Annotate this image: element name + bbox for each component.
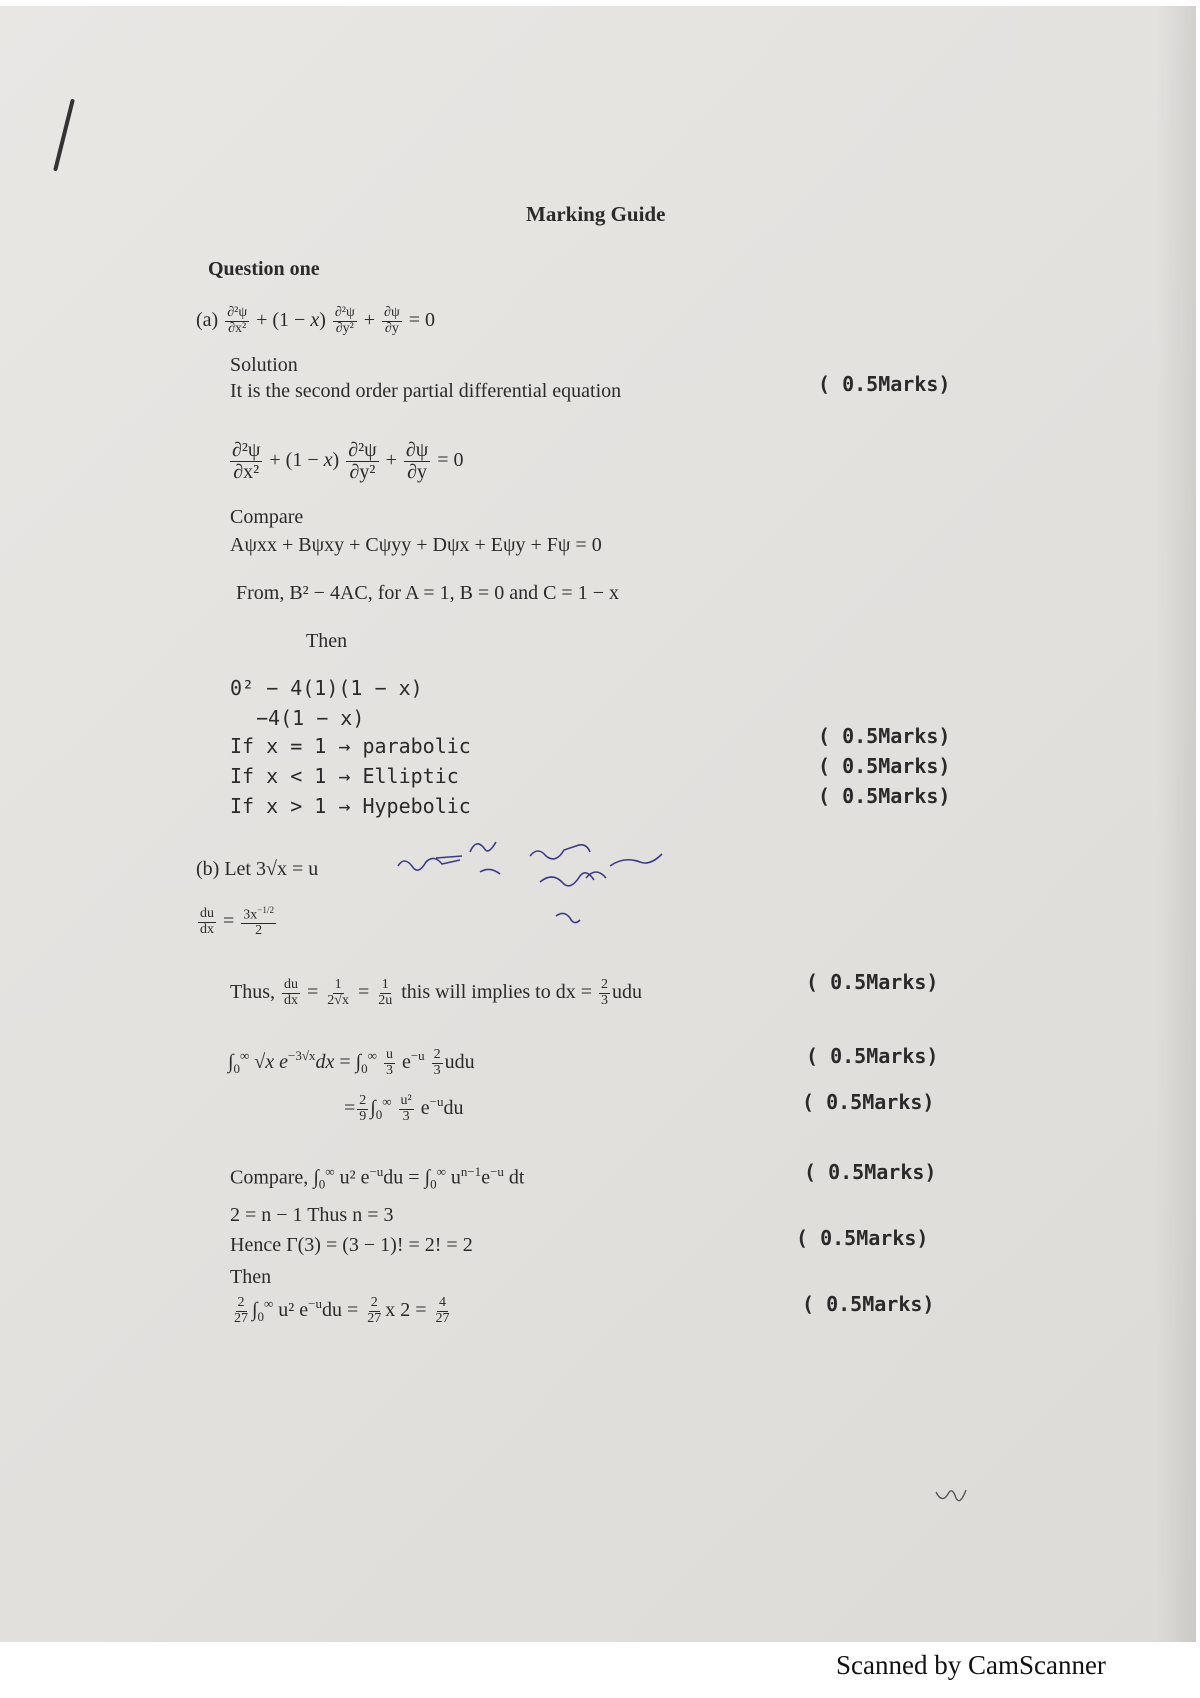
- mark-1: ( 0.5Marks): [818, 372, 951, 396]
- discriminant-step-2: −4(1 − x): [256, 706, 365, 730]
- pen-slash-mark: [53, 99, 75, 172]
- fraction-u-3: $\frac{u}{3}$: [385, 1047, 393, 1078]
- statement-text: It is the second order partial differential equation: [230, 380, 622, 402]
- handwritten-scribble: [390, 832, 700, 942]
- fraction-dpsi-dy: $\frac{\partial\psi}{\partial y}$: [384, 305, 400, 336]
- fraction-1-2u: $\frac{1}{2u}$: [378, 977, 393, 1008]
- fraction-2-9: $\frac{2}{9}$: [359, 1093, 367, 1124]
- mark-6: ( 0.5Marks): [806, 1044, 939, 1068]
- thus-prefix: Thus,: [230, 980, 275, 1003]
- mark-7: ( 0.5Marks): [802, 1090, 935, 1114]
- mark-2: ( 0.5Marks): [818, 724, 951, 748]
- fraction-2-3-b: $\frac{2}{3}$: [433, 1047, 441, 1078]
- fraction-d2psi-dy2: $\frac{\text{∂²ψ}}{\text{∂y²}}$: [334, 305, 355, 336]
- part-b-substitution: (b) Let 3√x = u: [196, 858, 319, 880]
- mark-5: ( 0.5Marks): [806, 970, 939, 994]
- gamma-compare-line: Compare, $\int_0^\infty$ u² $e^{-u}du = \int_0^\infty$ $u^{n-1}e^{-u}$ dt: [230, 1164, 525, 1192]
- final-result-line: $\frac{2}{27}$ $\int_0^\infty$ u² $e^{-u}du$ = $\frac{2}{27}$ x 2 = $\frac{4}{27}$: [234, 1295, 450, 1326]
- scanner-watermark: Scanned by CamScanner: [836, 1650, 1106, 1680]
- discriminant-step-1: 0² − 4(1)(1 − x): [230, 676, 423, 700]
- restated-equals-zero: = 0: [437, 449, 464, 472]
- case-hyperbolic: If x > 1 → Hypebolic: [230, 794, 471, 818]
- mark-9: ( 0.5Marks): [796, 1226, 929, 1250]
- scanned-page: [0, 6, 1196, 1642]
- fraction-2-27: $\frac{2}{27}$: [234, 1295, 248, 1326]
- fraction-2-27-b: $\frac{2}{27}$: [367, 1295, 382, 1326]
- du-dx-expression: $\frac{du}{dx}$ = $\frac{3x^{-1/2}}{2}$: [200, 905, 275, 939]
- mark-10: ( 0.5Marks): [802, 1292, 935, 1316]
- equation-restated: $\frac{\text{∂²ψ}}{\text{∂x²}}$ + (1 − x) $\frac{\text{∂²ψ}}{\text{∂y²}}$ + $\frac{\partial\psi}{\partial y}$ = 0: [232, 439, 464, 483]
- fraction-1-2sqrtx: $\frac{1}{2√x}$: [327, 977, 349, 1008]
- mark-3: ( 0.5Marks): [818, 754, 951, 778]
- fraction-2-3: $\frac{2}{3}$: [600, 977, 608, 1008]
- gamma-value-line: Hence Γ(3) = (3 − 1)! = 2! = 2: [230, 1234, 473, 1256]
- case-elliptic: If x < 1 → Elliptic: [230, 764, 459, 788]
- udu-text: udu: [611, 980, 642, 1003]
- mark-4: ( 0.5Marks): [818, 784, 951, 808]
- question-heading: Question one: [208, 258, 320, 280]
- then-b-label: Then: [230, 1266, 272, 1288]
- compare-label: Compare: [230, 506, 304, 528]
- thus-line: Thus, $\frac{du}{dx}$ = $\frac{1}{2√x}$ = $\frac{1}{2u}$ this will implies to dx = $\frac{2}{3}$ udu: [230, 977, 642, 1008]
- corner-pen-mark: [930, 1482, 970, 1512]
- fraction-d2psi-dx2: $\frac{\text{∂²ψ}}{\text{∂x²}}$: [227, 305, 248, 336]
- fraction-3x-power-2: $\frac{3x^{-1/2}}{2}$: [243, 905, 275, 939]
- page-shadow: [1156, 6, 1196, 1642]
- fraction-dpsi-dy-large: $\frac{\partial\psi}{\partial y}$: [405, 439, 429, 483]
- mark-8: ( 0.5Marks): [804, 1160, 937, 1184]
- integral-simplified: = $\frac{2}{9}$ $\int_0^\infty$ $\frac{\text{u²}}{3}$ $e^{-u}du$: [344, 1093, 464, 1124]
- equation-equals-zero: = 0: [408, 308, 436, 331]
- discriminant-line: From, B² − 4AC, for A = 1, B = 0 and C = 1 − x: [236, 582, 619, 604]
- fraction-u2-3: $\frac{\text{u²}}{3}$: [400, 1093, 412, 1124]
- fraction-du-dx-2: $\frac{du}{dx}$: [284, 977, 298, 1008]
- integral-substitution: $\int_0^\infty$ √x $e^{-3√x}dx = \int_0^\infty$ $\frac{u}{3}$ $e^{-u}$ $\frac{2}{3}$ udu: [228, 1047, 475, 1078]
- compare-b-label: Compare,: [230, 1166, 309, 1189]
- case-parabolic: If x = 1 → parabolic: [230, 734, 471, 758]
- fraction-du-dx: $\frac{du}{dx}$: [200, 906, 214, 938]
- general-form-equation: Aψxx + Bψxy + Cψyy + Dψx + Eψy + Fψ = 0: [230, 534, 602, 556]
- solution-label: Solution: [230, 354, 298, 376]
- fraction-d2psi-dx2-large: $\frac{\text{∂²ψ}}{\text{∂x²}}$: [232, 439, 261, 483]
- fraction-4-27: $\frac{4}{27}$: [435, 1295, 450, 1326]
- part-a-label: (a): [196, 308, 219, 331]
- part-a-equation: (a) $\frac{\text{∂²ψ}}{\text{∂x²}}$ + (1 − x) $\frac{\text{∂²ψ}}{\text{∂y²}}$ + $\frac{\partial\psi}{\partial y}$ = 0: [196, 305, 436, 336]
- fraction-d2psi-dy2-large: $\frac{\text{∂²ψ}}{\text{∂y²}}$: [348, 439, 377, 483]
- n-value-line: 2 = n − 1 Thus n = 3: [230, 1204, 394, 1226]
- thus-text: this will implies to dx =: [401, 980, 592, 1003]
- page-title: Marking Guide: [526, 202, 666, 226]
- then-label: Then: [306, 630, 348, 652]
